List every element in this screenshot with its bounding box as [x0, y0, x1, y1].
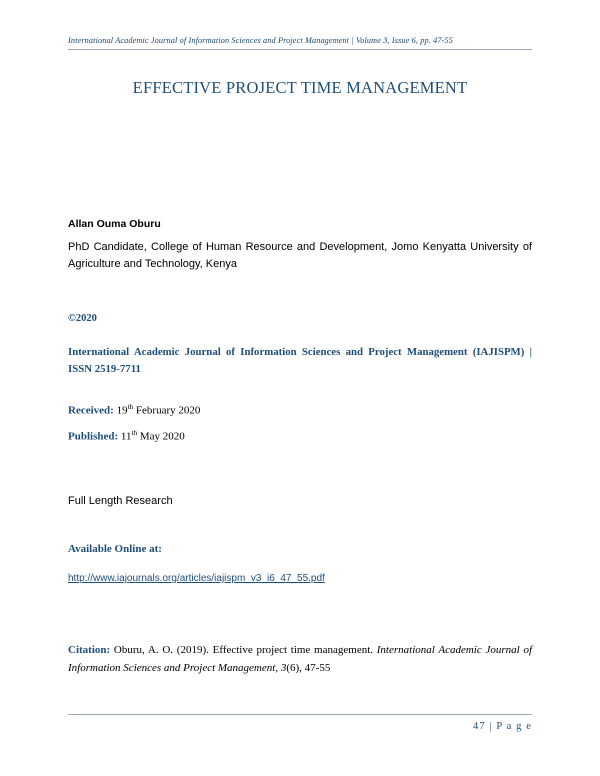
- article-pdf-link[interactable]: http://www.iajournals.org/articles/iajispm_v3_i6_47_55.pdf: [68, 572, 325, 584]
- received-ordinal-suffix: th: [127, 402, 134, 411]
- published-label: Published:: [68, 430, 119, 443]
- footer-divider: [68, 714, 532, 715]
- running-head: International Academic Journal of Information Sciences and Project Management | Volume 3, Issue 6, pp. 47-55: [68, 36, 453, 45]
- header-divider: [68, 49, 532, 50]
- received-rest: February 2020: [133, 404, 201, 417]
- published-day: 11: [120, 430, 132, 443]
- author-affiliation: PhD Candidate, College of Human Resource and Development, Jomo Kenyatta University of Agriculture and Technology, Kenya: [68, 241, 532, 271]
- title-spacer: [68, 98, 532, 218]
- citation-journal-italic: International Academic Journal of Information Sciences and Project Management, 3: [68, 643, 533, 674]
- available-online-label: Available Online at:: [68, 542, 162, 555]
- citation-label: Citation:: [68, 643, 111, 656]
- page-title: EFFECTIVE PROJECT TIME MANAGEMENT: [132, 78, 468, 97]
- received-date-row: [68, 403, 532, 417]
- received-label: Received:: [68, 404, 114, 417]
- citation-block: [68, 642, 532, 678]
- published-ordinal-suffix: th: [131, 429, 138, 438]
- page-number: 47 | P a g e: [473, 721, 532, 732]
- received-day: 19: [116, 404, 128, 417]
- journal-title-issn: International Academic Journal of Information Sciences and Project Management (IAJISPM) | ISSN 2519-7711: [68, 346, 532, 376]
- copyright-notice: ©2020: [68, 313, 97, 325]
- article-dates: [68, 403, 532, 443]
- published-rest: May 2020: [137, 430, 185, 443]
- author-name: Allan Ouma Oburu: [68, 218, 161, 230]
- article-type: Full Length Research: [68, 494, 173, 507]
- citation-text-end: (6), 47-55: [286, 661, 331, 674]
- published-date-row: [68, 429, 532, 443]
- page-footer: [68, 714, 532, 732]
- citation-text-start: Oburu, A. O. (2019). Effective project time management.: [110, 643, 377, 656]
